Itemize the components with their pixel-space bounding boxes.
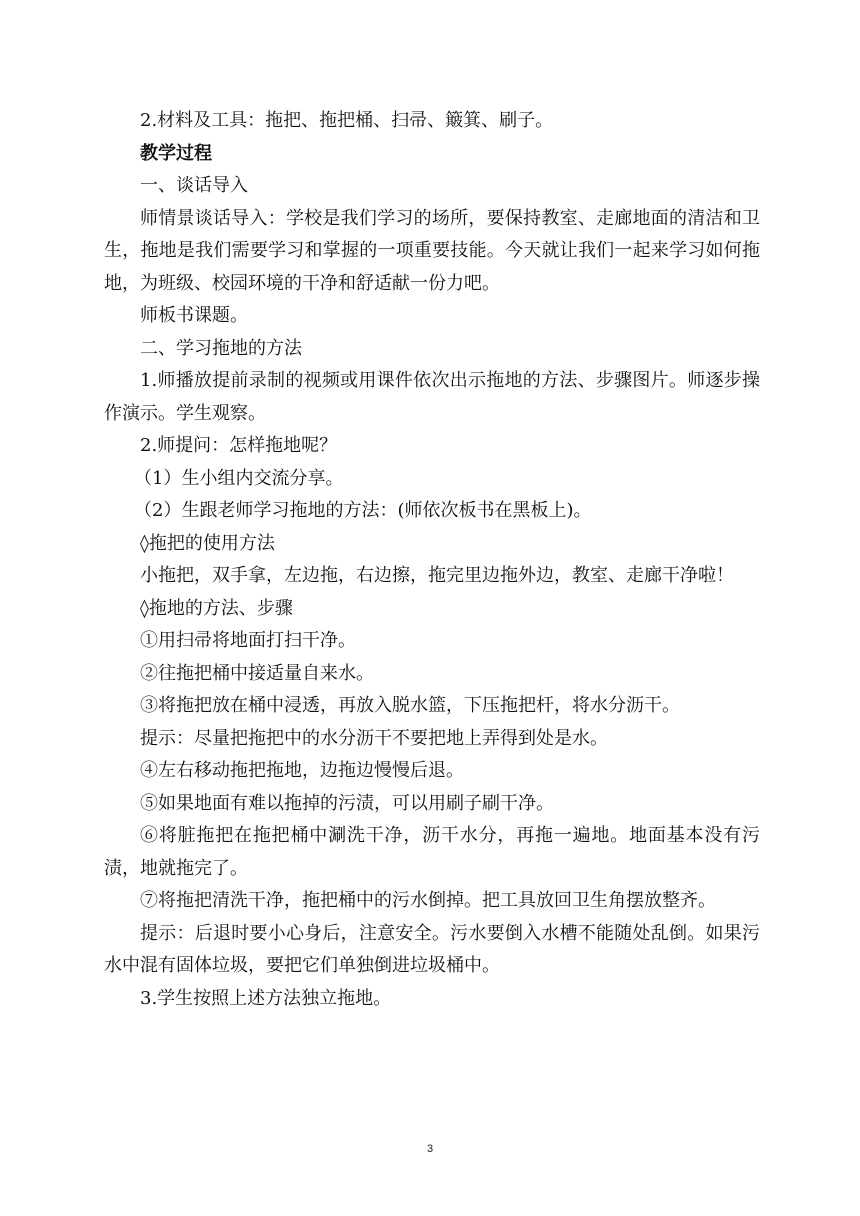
step-3: ③将拖把放在桶中浸透，再放入脱水篮，下压拖把杆，将水分沥干。 xyxy=(140,695,680,716)
step-1: ①用扫帚将地面打扫干净。 xyxy=(140,630,356,651)
paragraph-mop-rhyme: 小拖把，双手拿，左边拖，右边擦，拖完里边拖外边，教室、走廊干净啦！ xyxy=(140,565,734,586)
step-7: ⑦将拖把清洗干净，拖把桶中的污水倒掉。把工具放回卫生角摆放整齐。 xyxy=(140,890,716,911)
step-4: ④左右移动拖把拖地，边拖边慢慢后退。 xyxy=(140,760,464,781)
subheading-mop-steps: ◊拖地的方法、步骤 xyxy=(140,597,293,619)
paragraph-board-title: 师板书课题。 xyxy=(140,305,248,326)
paragraph-teacher-question: 2.师提问：怎样拖地呢？ xyxy=(140,435,338,456)
step-2: ②往拖把桶中接适量自来水。 xyxy=(140,662,374,684)
paragraph-student-practice: 3.学生按照上述方法独立拖地。 xyxy=(140,987,392,1009)
step-5: ⑤如果地面有难以拖掉的污渍，可以用刷子刷干净。 xyxy=(140,792,554,814)
subheading-mop-usage: ◊拖把的使用方法 xyxy=(140,532,275,554)
paragraph-intro-text: 师情景谈话导入：学校是我们学习的场所，要保持教室、走廊地面的清洁和卫生，拖地是我们需要学习和掌握的一项重要技能。今天就让我们一起来学习如何拖地，为班级、校园环境的干净和舒适献一份力吧。 xyxy=(104,207,760,294)
paragraph-follow-teacher: （2）生跟老师学习拖地的方法：(师依次板书在黑板上)。 xyxy=(134,500,592,521)
section-heading-teaching-process: 教学过程 xyxy=(140,142,212,164)
tip-2: 提示：后退时要小心身后，注意安全。污水要倒入水槽不能随处乱倒。如果污水中混有固体垃圾，要把它们单独倒进垃圾桶中。 xyxy=(104,922,760,976)
tip-1: 提示：尽量把拖把中的水分沥干不要把地上弄得到处是水。 xyxy=(140,727,608,749)
paragraph-video-demo: 1.师播放提前录制的视频或用课件依次出示拖地的方法、步骤图片。师逐步操作演示。学生观察。 xyxy=(104,370,760,424)
paragraph-group-share: （1）生小组内交流分享。 xyxy=(134,467,344,489)
step-6: ⑥将脏拖把在拖把桶中涮洗干净，沥干水分，再拖一遍地。地面基本没有污渍，地就拖完了。 xyxy=(104,825,760,879)
document-body xyxy=(104,105,760,1015)
paragraph-materials: 2.材料及工具：拖把、拖把桶、扫帚、簸箕、刷子。 xyxy=(140,110,554,131)
subheading-learn-method: 二、学习拖地的方法 xyxy=(140,337,302,359)
subheading-conversation-intro: 一、谈话导入 xyxy=(140,175,248,196)
page-number: 3 xyxy=(426,1143,434,1155)
